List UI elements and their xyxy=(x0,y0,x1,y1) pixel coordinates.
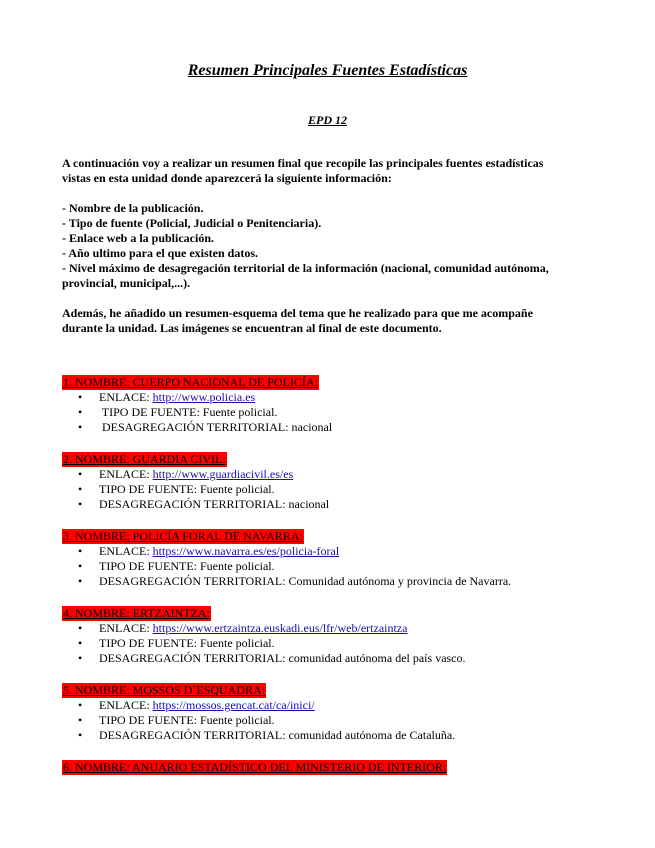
intro-line: A continuación voy a realizar un resumen final que recopile las principales fuentes estadísticas xyxy=(62,156,544,170)
section-header: 5. NOMBRE: MOSSOS D´ESQUADRA: xyxy=(63,683,266,697)
info-list-item: - Nivel máximo de desagregación territorial de la información (nacional, comunidad autónoma, xyxy=(62,261,549,275)
bullet-icon: • xyxy=(78,544,83,558)
enlace-label: ENLACE: xyxy=(99,544,153,558)
intro-block xyxy=(62,156,602,336)
section-policia-nacional xyxy=(62,375,622,435)
section-header: 3. NOMBRE: POLICÍA FORAL DE NAVARRA: xyxy=(63,529,303,543)
bullet-icon: • xyxy=(78,713,83,727)
enlace-label: ENLACE: xyxy=(99,621,153,635)
enlace-label: ENLACE: xyxy=(99,467,153,481)
list-item xyxy=(62,390,622,405)
list-item xyxy=(62,636,622,651)
enlace-label: ENLACE: xyxy=(99,390,153,404)
section-details xyxy=(62,621,622,666)
bullet-icon: • xyxy=(78,698,83,712)
bullet-icon: • xyxy=(78,728,83,742)
document-title: Resumen Principales Fuentes Estadísticas xyxy=(187,62,468,79)
list-item xyxy=(62,651,622,666)
list-item xyxy=(62,405,622,420)
enlace-link[interactable]: https://mossos.gencat.cat/ca/inici/ xyxy=(152,698,315,712)
enlace-link[interactable]: https://www.ertzaintza.euskadi.eus/lfr/web/ertzaintza xyxy=(152,621,408,635)
info-list-item: - Tipo de fuente (Policial, Judicial o Penitenciaria). xyxy=(62,216,322,230)
section-details xyxy=(62,467,622,512)
bullet-icon: • xyxy=(78,482,83,496)
enlace-label: ENLACE: xyxy=(99,698,153,712)
info-list-item: - Año ultimo para el que existen datos. xyxy=(62,246,259,260)
tipo-fuente: TIPO DE FUENTE: Fuente policial. xyxy=(99,636,275,650)
list-item xyxy=(62,559,622,574)
bullet-icon: • xyxy=(78,405,83,419)
section-guardia-civil xyxy=(62,452,622,512)
enlace-link[interactable]: http://www.policia.es xyxy=(152,390,256,404)
section-mossos-esquadra xyxy=(62,683,622,743)
tipo-fuente: TIPO DE FUENTE: Fuente policial. xyxy=(99,559,275,573)
enlace-link[interactable]: http://www.guardiacivil.es/es xyxy=(152,467,294,481)
info-list-item: - Enlace web a la publicación. xyxy=(62,231,215,245)
bullet-icon: • xyxy=(78,497,83,511)
list-item xyxy=(62,621,622,636)
list-item xyxy=(62,728,622,743)
section-details xyxy=(62,698,622,743)
bullet-icon: • xyxy=(78,651,83,665)
list-item xyxy=(62,698,622,713)
list-item xyxy=(62,574,622,589)
enlace-link[interactable]: https://www.navarra.es/es/policia-foral xyxy=(152,544,340,558)
intro-line: vistas en esta unidad donde aparezcerá la siguiente información: xyxy=(62,171,392,185)
info-list-item: provincial, municipal,...). xyxy=(62,276,191,290)
section-details xyxy=(62,544,622,589)
list-item xyxy=(62,544,622,559)
desagregacion: DESAGREGACIÓN TERRITORIAL: comunidad autónoma de Cataluña. xyxy=(99,728,456,742)
list-item xyxy=(62,467,622,482)
list-item xyxy=(62,497,622,512)
document-subtitle: EPD 12 xyxy=(308,113,347,127)
bullet-icon: • xyxy=(78,574,83,588)
bullet-icon: • xyxy=(78,636,83,650)
list-item xyxy=(62,482,622,497)
bullet-icon: • xyxy=(78,420,83,434)
desagregacion: DESAGREGACIÓN TERRITORIAL: nacional xyxy=(99,497,330,511)
desagregacion: DESAGREGACIÓN TERRITORIAL: Comunidad autónoma y provincia de Navarra. xyxy=(99,574,512,588)
section-header: 4. NOMBRE: ERTZAINTZA: xyxy=(63,606,210,620)
info-list-item: - Nombre de la publicación. xyxy=(62,201,204,215)
bullet-icon: • xyxy=(78,559,83,573)
intro-line: Además, he añadido un resumen-esquema del tema que he realizado para que me acompañe xyxy=(62,306,533,320)
section-policia-foral-navarra xyxy=(62,529,622,589)
section-header: 1. NOMBRE: CUERPO NACIONAL DE POLICÍA: xyxy=(63,375,318,389)
bullet-icon: • xyxy=(78,621,83,635)
section-header: 6. NOMBRE: ANUARIO ESTADÍSTICO DEL MINISTERIO DE INTERIOR: xyxy=(63,760,447,774)
tipo-fuente: TIPO DE FUENTE: Fuente policial. xyxy=(99,482,275,496)
bullet-icon: • xyxy=(78,390,83,404)
intro-line: durante la unidad. Las imágenes se encuentran al final de este documento. xyxy=(62,321,442,335)
section-ertzaintza xyxy=(62,606,622,666)
section-anuario-interior xyxy=(62,760,622,775)
desagregacion: DESAGREGACIÓN TERRITORIAL: nacional xyxy=(99,420,333,434)
list-item xyxy=(62,420,622,435)
bullet-icon: • xyxy=(78,467,83,481)
section-header: 2. NOMBRE: GUARDIA CIVIL: xyxy=(63,452,226,466)
list-item xyxy=(62,713,622,728)
tipo-fuente: TIPO DE FUENTE: Fuente policial. xyxy=(99,405,278,419)
desagregacion: DESAGREGACIÓN TERRITORIAL: comunidad autónoma del país vasco. xyxy=(99,651,466,665)
tipo-fuente: TIPO DE FUENTE: Fuente policial. xyxy=(99,713,275,727)
section-details xyxy=(62,390,622,435)
